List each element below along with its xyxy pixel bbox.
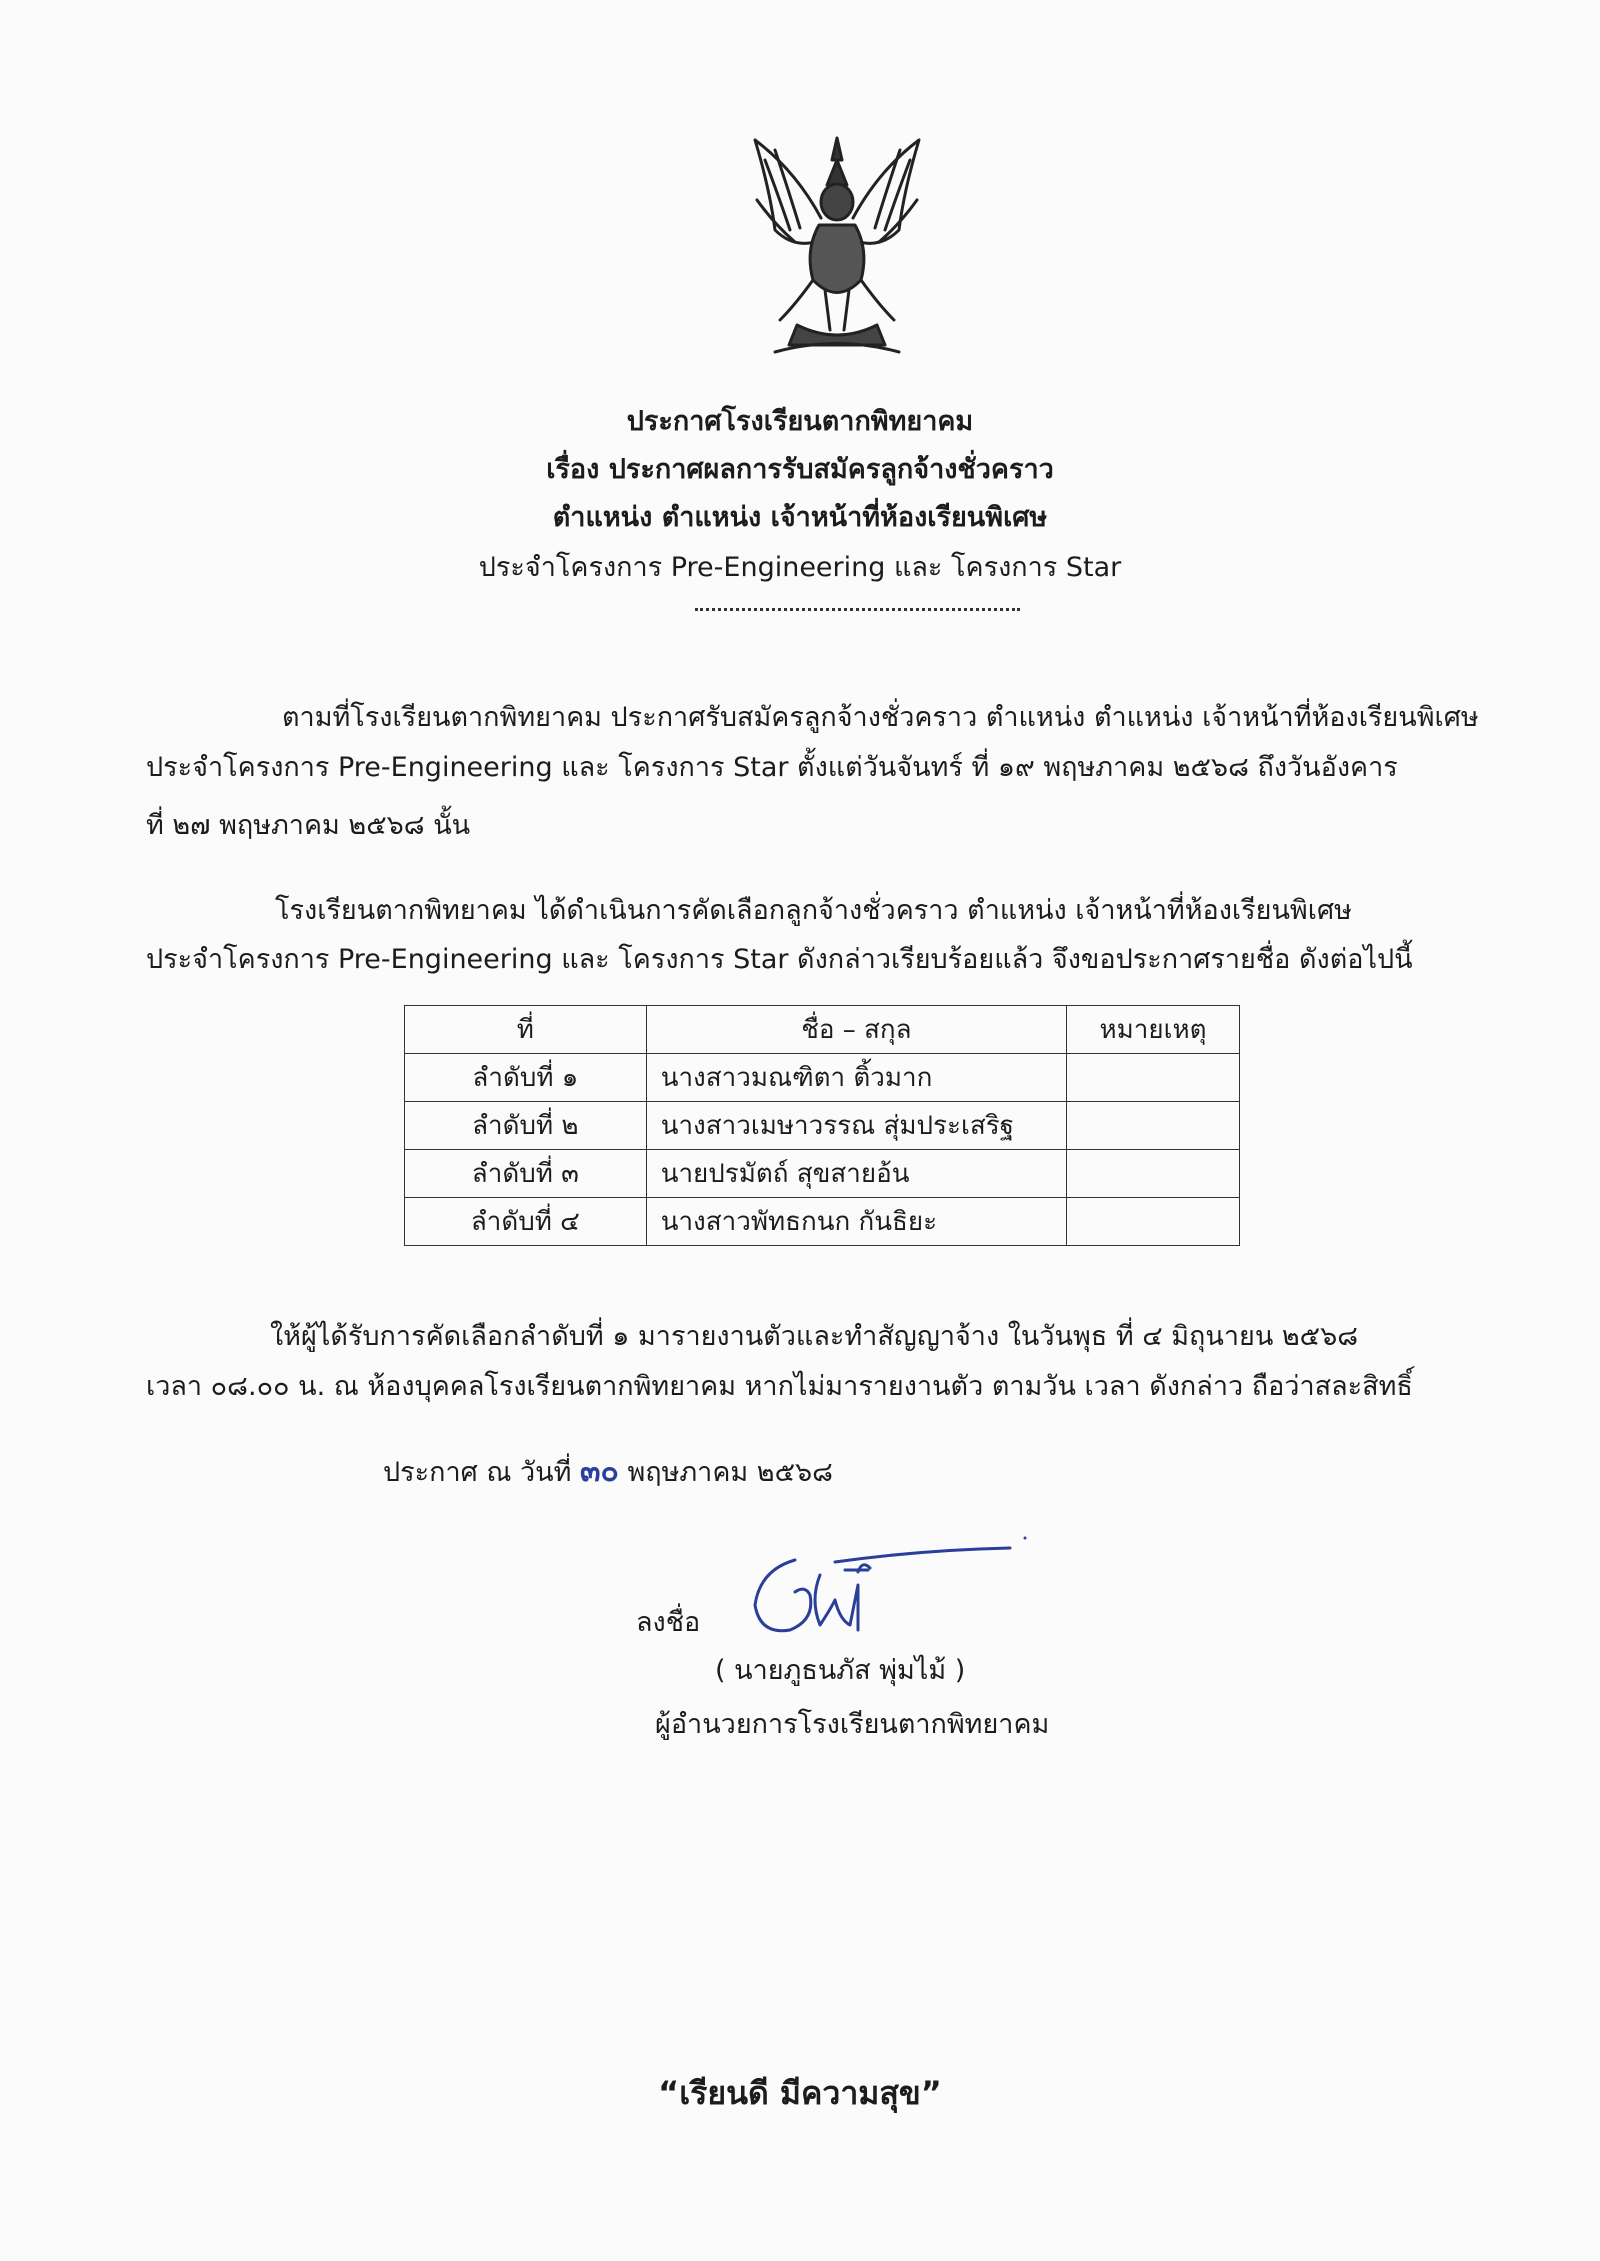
para3-line1: ให้ผู้ได้รับการคัดเลือกลำดับที่ ๑ มารายงานตัวและทำสัญญาจ้าง ในวันพุธ ที่ ๔ มิถุนายน ๒๕๖๘ [270,1321,1359,1352]
column-header-note: หมายเหตุ [1067,1006,1240,1054]
signature-label: ลงชื่อ [636,1607,701,1638]
row-order: ลำดับที่ ๓ [405,1150,647,1198]
date-day: ๓๐ [580,1454,619,1489]
para1-line2: ประจำโครงการ Pre-Engineering และ โครงการ Star ตั้งแต่วันจันทร์ ที่ ๑๙ พฤษภาคม ๒๕๖๘ ถึงวันอังคาร [146,752,1398,783]
announcement-date [383,1452,833,1493]
row-name: นางสาวเมษาวรรณ สุ่มประเสริฐ [646,1102,1066,1150]
announcement-title: ประกาศโรงเรียนตากพิทยาคม [626,406,974,437]
row-name: นางสาวมณฑิตา ติ้วมาก [646,1054,1066,1102]
row-order: ลำดับที่ ๒ [405,1102,647,1150]
date-suffix: พฤษภาคม ๒๕๖๘ [627,1457,833,1488]
row-note [1067,1054,1240,1102]
para2-line1: โรงเรียนตากพิทยาคม ได้ดำเนินการคัดเลือกลูกจ้างชั่วคราว ตำแหน่ง เจ้าหน้าที่ห้องเรียนพิเศษ [275,895,1352,926]
table-row [405,1198,1240,1246]
column-header-order: ที่ [405,1006,647,1054]
announcement-subject: เรื่อง ประกาศผลการรับสมัครลูกจ้างชั่วคราว [546,454,1054,485]
table-header-row [405,1006,1240,1054]
table-row [405,1054,1240,1102]
row-order: ลำดับที่ ๔ [405,1198,647,1246]
date-prefix: ประกาศ ณ วันที่ [383,1457,572,1488]
selected-candidates-table [404,1005,1240,1246]
table-row [405,1102,1240,1150]
row-name: นายปรมัตถ์ สุขสายอ้น [646,1150,1066,1198]
para3-line2: เวลา ๐๘.๐๐ น. ณ ห้องบุคคลโรงเรียนตากพิทยาคม หากไม่มารายงานตัว ตามวัน เวลา ดังกล่าว ถือว่าสละสิทธิ์ [146,1371,1413,1402]
row-note [1067,1198,1240,1246]
row-order: ลำดับที่ ๑ [405,1054,647,1102]
school-motto: “เรียนดี มีความสุข” [658,2074,942,2112]
row-note [1067,1102,1240,1150]
column-header-name: ชื่อ – สกุล [646,1006,1066,1054]
handwritten-signature [740,1530,1040,1650]
signer-position: ผู้อำนวยการโรงเรียนตากพิทยาคม [655,1709,1050,1740]
announcement-project: ประจำโครงการ Pre-Engineering และ โครงการ Star [478,552,1122,583]
separator-dots [695,608,1020,611]
para1-line1: ตามที่โรงเรียนตากพิทยาคม ประกาศรับสมัครลูกจ้างชั่วคราว ตำแหน่ง ตำแหน่ง เจ้าหน้าที่ห้องเรียนพิเศษ [282,702,1479,733]
row-note [1067,1150,1240,1198]
row-name: นางสาวพัทธกนก กันธิยะ [646,1198,1066,1246]
para1-line3: ที่ ๒๗ พฤษภาคม ๒๕๖๘ นั้น [146,810,471,841]
signer-name: ( นายภูธนภัส พุ่มไม้ ) [715,1655,966,1686]
para2-line2: ประจำโครงการ Pre-Engineering และ โครงการ Star ดังกล่าวเรียบร้อยแล้ว จึงขอประกาศรายชื่อ ดังต่อไปนี้ [146,944,1413,975]
table-row [405,1150,1240,1198]
garuda-emblem [735,130,940,365]
announcement-position: ตำแหน่ง ตำแหน่ง เจ้าหน้าที่ห้องเรียนพิเศษ [552,502,1048,533]
